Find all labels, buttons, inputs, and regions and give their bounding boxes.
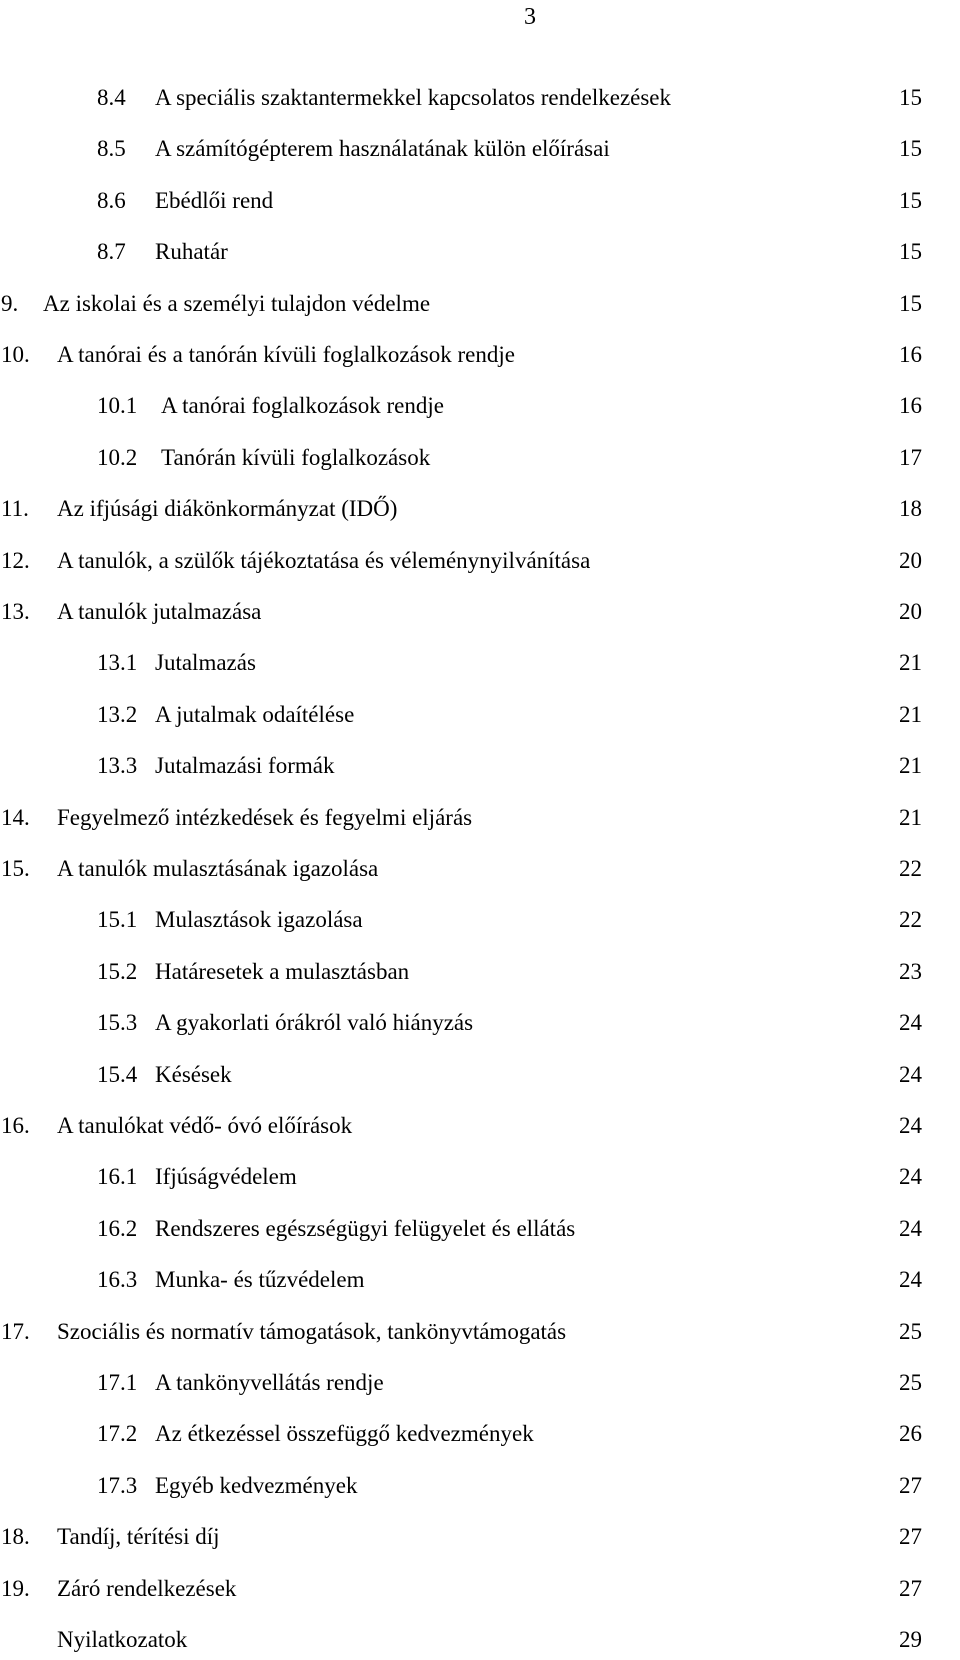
toc-entry-page: 18 [899, 496, 922, 522]
toc-entry-page: 25 [899, 1370, 922, 1395]
toc-entry-number: 15.2 [97, 958, 138, 984]
toc-entry-number: 12. [1, 547, 30, 573]
toc-entry-number: 19. [1, 1575, 30, 1601]
toc-entry-page: 24 [899, 1113, 922, 1138]
toc-entry-page: 21 [899, 650, 922, 676]
toc-entry-title: Rendszeres egészségügyi felügyelet és ellátás [155, 1215, 576, 1241]
toc-entry-number: 9. [1, 290, 19, 316]
toc-entry[interactable] [0, 78, 960, 118]
toc-entry-number: 16.1 [97, 1164, 138, 1190]
toc-entry[interactable] [0, 1312, 960, 1352]
toc-entry[interactable] [0, 438, 960, 478]
toc-entry-title: Jutalmazás [155, 650, 256, 676]
toc-entry-page: 27 [899, 1524, 922, 1550]
toc-entry[interactable] [0, 129, 960, 169]
toc-entry-title: A tanulók, a szülők tájékoztatása és véleménynyilvánítása [57, 547, 591, 573]
toc-entry-page: 15 [899, 85, 922, 110]
toc-entry-page: 22 [899, 856, 922, 881]
toc-entry-number: 17.2 [97, 1421, 138, 1447]
toc-entry-title: Határesetek a mulasztásban [155, 958, 410, 984]
toc-entry-title: A tankönyvellátás rendje [155, 1370, 384, 1395]
toc-entry-page: 24 [899, 1010, 922, 1036]
toc-entry-number: 11. [1, 496, 29, 522]
toc-entry[interactable] [0, 1260, 960, 1300]
toc-entry-page: 16 [899, 342, 922, 367]
toc-entry[interactable] [0, 643, 960, 683]
toc-entry-number: 13.3 [97, 753, 138, 779]
toc-entry[interactable] [0, 592, 960, 632]
toc-entry[interactable] [0, 1055, 960, 1095]
toc-entry-page: 24 [899, 1215, 922, 1241]
toc-entry[interactable] [0, 1569, 960, 1609]
toc-entry-page: 25 [899, 1318, 922, 1344]
toc-entry-title: Ebédlői rend [155, 187, 274, 213]
toc-entry[interactable] [0, 1414, 960, 1454]
toc-entry[interactable] [0, 335, 960, 375]
toc-entry-page: 15 [899, 136, 922, 162]
toc-entry-page: 21 [899, 753, 922, 779]
toc-entry-page: 21 [899, 701, 922, 727]
toc-entry-page: 17 [899, 444, 922, 470]
toc-entry-number: 15.1 [97, 907, 138, 933]
toc-entry-number: 17. [1, 1318, 30, 1344]
toc-entry-number: 18. [1, 1524, 30, 1550]
toc-entry[interactable] [0, 541, 960, 581]
toc-entry-title: Késések [155, 1061, 232, 1087]
toc-entry[interactable] [0, 1209, 960, 1249]
toc-entry-page: 20 [899, 599, 922, 624]
toc-entry-number: 17.3 [97, 1472, 138, 1498]
toc-entry-number: 13. [1, 599, 30, 624]
toc-entry[interactable] [0, 1620, 960, 1660]
toc-entry[interactable] [0, 900, 960, 940]
toc-entry-number: 10.1 [97, 393, 138, 419]
toc-entry-number: 14. [1, 804, 30, 830]
toc-entry-number: 8.5 [97, 136, 126, 162]
toc-entry-page: 16 [899, 393, 922, 419]
toc-entry-title: A tanórai és a tanórán kívüli foglalkozások rendje [57, 342, 515, 367]
toc-entry[interactable] [0, 695, 960, 735]
toc-entry-title: Az iskolai és a személyi tulajdon védelme [43, 290, 431, 316]
toc-entry-page: 29 [899, 1627, 922, 1652]
toc-entry[interactable] [0, 284, 960, 324]
toc-entry-number: 8.4 [97, 85, 126, 110]
toc-entry-title: A jutalmak odaítélése [155, 701, 355, 727]
toc-entry-page: 15 [899, 239, 922, 265]
toc-entry-title: A tanulók jutalmazása [57, 599, 262, 624]
toc-entry[interactable] [0, 1517, 960, 1557]
toc-entry-number: 15. [1, 856, 30, 881]
toc-entry-number: 8.7 [97, 239, 126, 265]
toc-entry-page: 20 [899, 547, 922, 573]
toc-entry-title: Ifjúságvédelem [155, 1164, 297, 1190]
toc-entry[interactable] [0, 1157, 960, 1197]
toc-entry[interactable] [0, 1363, 960, 1403]
toc-entry-number: 16.3 [97, 1267, 138, 1293]
toc-entry-title: Tandíj, térítési díj [57, 1524, 220, 1550]
toc-entry-title: Munka- és tűzvédelem [155, 1267, 365, 1293]
toc-entry[interactable] [0, 798, 960, 838]
toc-entry-title: A tanulók mulasztásának igazolása [57, 856, 379, 881]
toc-entry-page: 24 [899, 1061, 922, 1087]
toc-entry-title: A gyakorlati órákról való hiányzás [155, 1010, 474, 1036]
toc-entry-page: 24 [899, 1267, 922, 1293]
toc-entry-title: Nyilatkozatok [57, 1627, 188, 1652]
toc-entry-title: Az ifjúsági diákönkormányzat (IDŐ) [57, 496, 398, 522]
toc-entry[interactable] [0, 746, 960, 786]
toc-entry-title: Fegyelmező intézkedések és fegyelmi eljárás [57, 804, 473, 830]
toc-entry[interactable] [0, 1466, 960, 1506]
toc-entry-title: Az étkezéssel összefüggő kedvezmények [155, 1421, 534, 1447]
toc-entry-title: Egyéb kedvezmények [155, 1472, 358, 1498]
toc-entry-page: 21 [899, 804, 922, 830]
toc-entry-title: Záró rendelkezések [57, 1575, 237, 1601]
toc-entry-title: Jutalmazási formák [155, 753, 335, 779]
toc-entry-title: Tanórán kívüli foglalkozások [161, 444, 431, 470]
toc-entry-page: 22 [899, 907, 922, 933]
toc-entry-number: 15.3 [97, 1010, 138, 1036]
toc-entry-title: A számítógépterem használatának külön előírásai [155, 136, 610, 162]
toc-entry-page: 26 [899, 1421, 922, 1447]
toc-entry-number: 16. [1, 1113, 30, 1138]
toc-entry-page: 23 [899, 958, 922, 984]
toc-entry-page: 27 [899, 1575, 922, 1601]
toc-entry-title: Mulasztások igazolása [155, 907, 363, 933]
toc-entry-page: 27 [899, 1472, 922, 1498]
toc-entry-page: 15 [899, 290, 922, 316]
toc-entry-number: 15.4 [97, 1061, 138, 1087]
toc-entry-number: 17.1 [97, 1370, 138, 1395]
toc-entry-number: 13.2 [97, 701, 138, 727]
toc-entry-page: 24 [899, 1164, 922, 1190]
toc-entry-number: 8.6 [97, 187, 126, 213]
toc-entry[interactable] [0, 849, 960, 889]
toc-entry[interactable] [0, 386, 960, 426]
toc-entry[interactable] [0, 489, 960, 529]
toc-entry-title: A tanulókat védő- óvó előírások [57, 1113, 353, 1138]
toc-entry[interactable] [0, 1003, 960, 1043]
toc-entry[interactable] [0, 1106, 960, 1146]
toc-entry-title: Szociális és normatív támogatások, tankönyvtámogatás [57, 1318, 567, 1344]
toc-entry-title: Ruhatár [155, 239, 228, 265]
page-number: 3 [524, 4, 536, 30]
toc-entry-page: 15 [899, 187, 922, 213]
toc-entry-title: A tanórai foglalkozások rendje [161, 393, 444, 419]
toc-entry-number: 13.1 [97, 650, 138, 676]
toc-entry-title: A speciális szaktantermekkel kapcsolatos rendelkezések [155, 85, 672, 110]
toc-entry-number: 16.2 [97, 1215, 138, 1241]
toc-entry[interactable] [0, 952, 960, 992]
toc-entry-number: 10. [1, 342, 30, 367]
toc-entry[interactable] [0, 232, 960, 272]
toc-entry-number: 10.2 [97, 444, 138, 470]
toc-entry[interactable] [0, 181, 960, 221]
